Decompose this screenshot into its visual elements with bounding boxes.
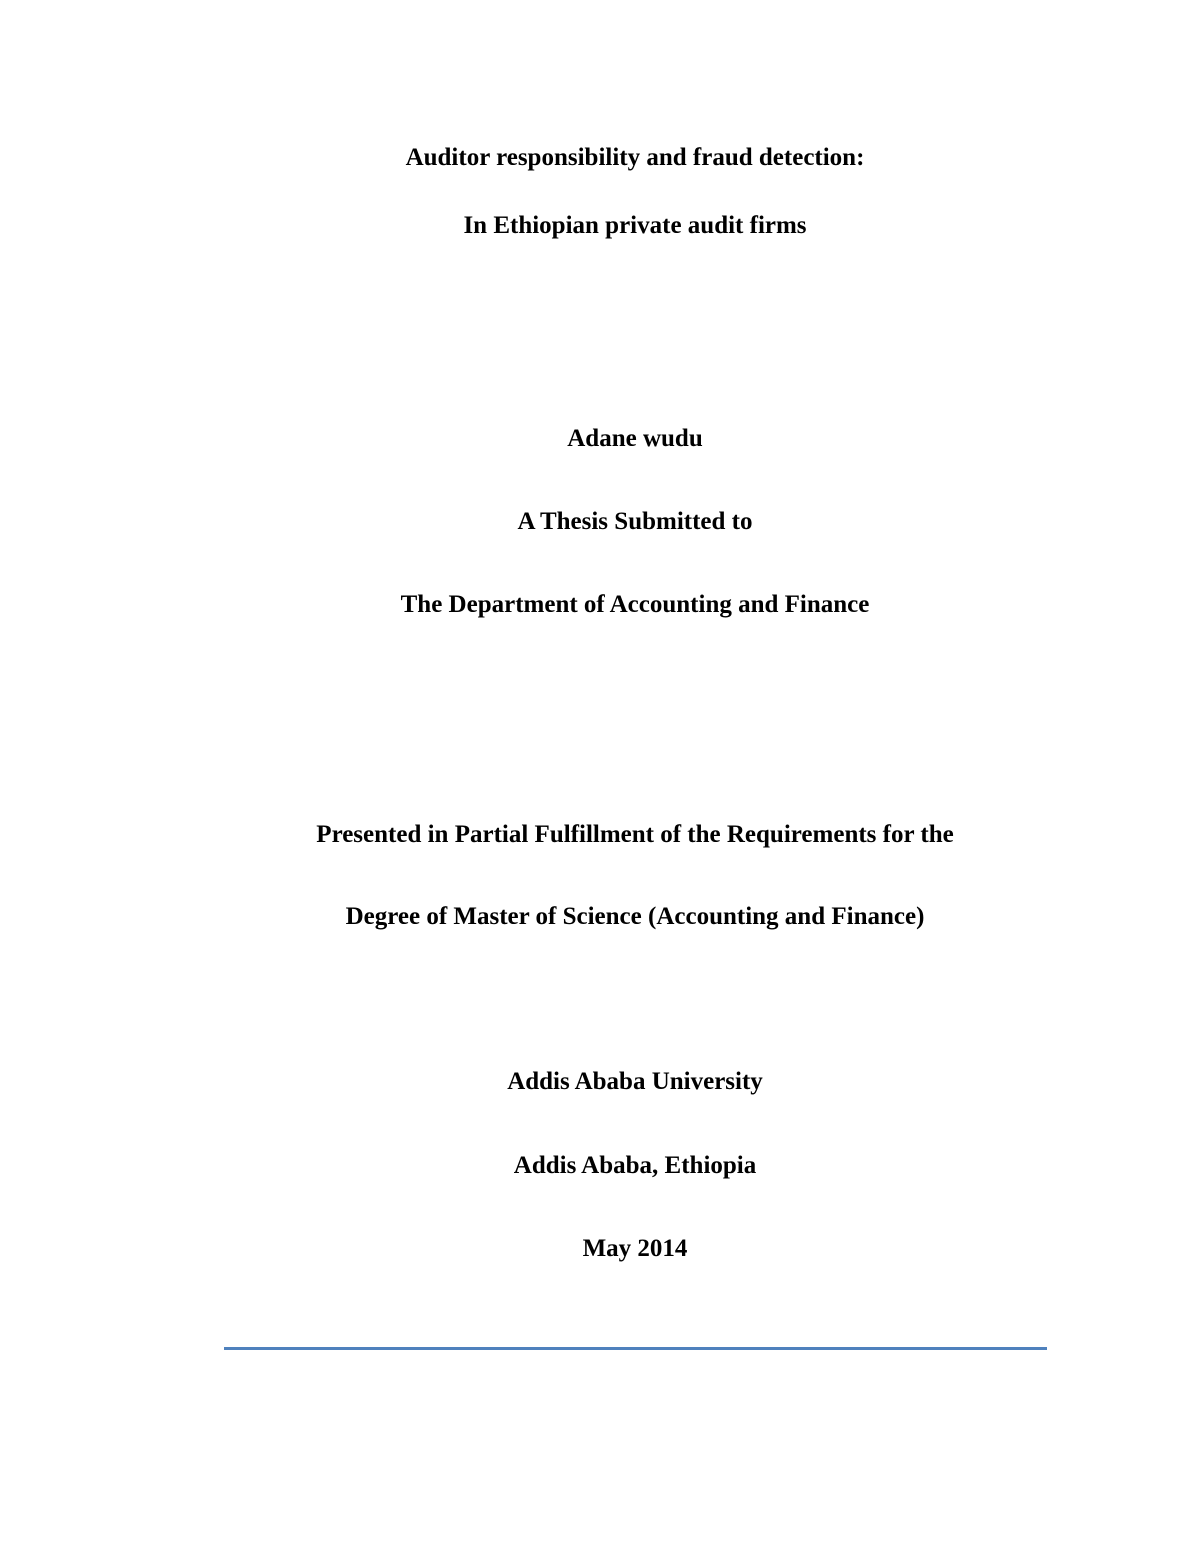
department-name: The Department of Accounting and Finance [400,591,870,618]
fulfillment-line1: Presented in Partial Fulfillment of the Requirements for the [316,821,954,848]
university-location: Addis Ababa, Ethiopia [513,1152,757,1179]
degree-name: Degree of Master of Science (Accounting and Finance) [345,903,925,930]
submission-date: May 2014 [582,1235,688,1262]
author-name: Adane wudu [567,425,703,452]
horizontal-rule [224,1347,1047,1350]
thesis-title-line1: Auditor responsibility and fraud detection: [405,144,865,171]
university-name: Addis Ababa University [507,1068,763,1095]
submission-line1: A Thesis Submitted to [517,508,753,535]
thesis-title-line2: In Ethiopian private audit firms [463,212,807,239]
